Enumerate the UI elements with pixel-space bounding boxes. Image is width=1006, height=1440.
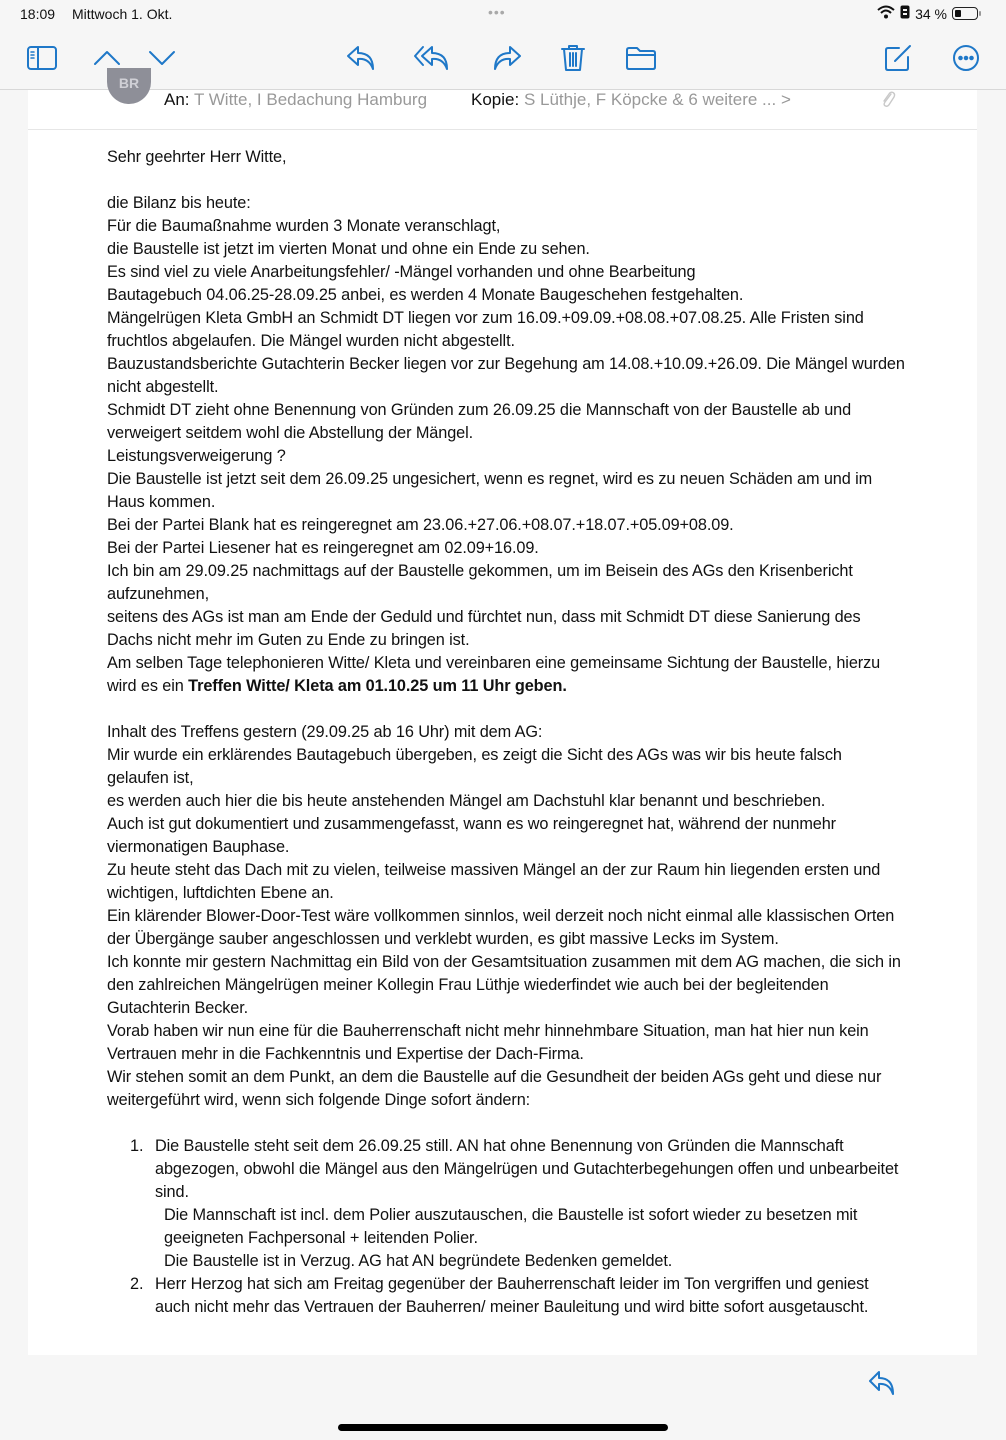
body-line: Bautagebuch 04.06.25-28.09.25 anbei, es werden 4 Monate Baugeschehen festgehalten.	[107, 286, 744, 304]
body-line: Es sind viel zu viele Anarbeitungsfehler/ -Mängel vorhanden und ohne Bearbeitung	[107, 263, 696, 281]
left-margin	[0, 90, 28, 1440]
body-line: Schmidt DT zieht ohne Benennung von Gründen zum 26.09.25 die Mannschaft von der Baustelle ab und verweigert seitdem wohl die Abstellung der Mängel.	[107, 401, 856, 442]
body-line: Ich konnte mir gestern Nachmittag ein Bild von der Gesamtsituation zusammen mit dem AG machen, die sich in den zahlreichen Mängelrügen meiner Kollegin Frau Lüthje wiederfindet wie auch bei der begleitenden Gutachterin Becker.	[107, 953, 906, 1017]
body-line: Mir wurde ein erklärendes Bautagebuch übergeben, es zeigt die Sicht des AGs was wir bis heute falsch gelaufen ist,	[107, 746, 847, 787]
status-bar	[0, 0, 1006, 30]
body-line: Zu heute steht das Dach mit zu vielen, teilweise massiven Mängel an der zur Raum hin liegenden ersten und wichtigen, luftdichten Ebene an.	[107, 861, 885, 902]
sidebar-icon	[26, 45, 58, 76]
body-line: Für die Baumaßnahme wurden 3 Monate veranschlagt,	[107, 217, 501, 235]
forward-icon	[491, 44, 523, 77]
lock-orientation-icon	[900, 5, 910, 22]
paragraph-2	[107, 721, 907, 1112]
body-line: Leistungsverweigerung ?	[107, 447, 286, 465]
battery-fill	[955, 10, 961, 17]
body-line: Bauzustandsberichte Gutachterin Becker liegen vor zur Begehung am 14.08.+10.09.+26.09. Die Mängel wurden nicht abgestellt.	[107, 355, 910, 396]
folder-icon	[625, 45, 657, 76]
body-line: Bei der Partei Liesener hat es reingeregnet am 02.09+16.09.	[107, 539, 539, 557]
body-line: Inhalt des Treffens gestern (29.09.25 ab 16 Uhr) mit dem AG:	[107, 723, 543, 741]
meeting-line-prefix: Am selben Tage telephonieren Witte/ Kleta und vereinbaren eine gemeinsame Sichtung der Baustelle, hierzu wird es ein	[107, 654, 885, 695]
reply-icon	[867, 1369, 897, 1402]
reply-all-button[interactable]	[414, 42, 450, 78]
cc-label: Kopie:	[471, 90, 520, 109]
more-icon	[951, 43, 981, 78]
list-item-number: 1.	[130, 1137, 144, 1155]
list-item	[107, 1135, 907, 1273]
paragraph-1	[107, 192, 910, 652]
body-line: Vorab haben wir nun eine für die Bauherrenschaft nicht mehr hinnehmbare Situation, man hat hier nun kein Vertrauen mehr in die Fachkenntnis und Expertise der Dach-Firma.	[107, 1022, 874, 1063]
wifi-icon	[877, 5, 895, 22]
message-view	[28, 75, 977, 1355]
to-label: An:	[164, 90, 190, 109]
trash-icon	[559, 43, 587, 78]
status-time: 18:09	[20, 6, 56, 22]
meeting-line-bold: Treffen Witte/ Kleta am 01.10.25 um 11 Uhr geben.	[188, 677, 567, 695]
list-item-subline: Die Mannschaft ist incl. dem Polier auszutauschen, die Baustelle ist sofort wieder zu besetzen mit geeigneten Fachpersonal + leitenden Polier.	[164, 1206, 862, 1247]
compose-icon	[883, 43, 913, 78]
list-item-number: 2.	[130, 1275, 144, 1293]
body-line: Mängelrügen Kleta GmbH an Schmidt DT liegen vor zum 16.09.+09.09.+08.08.+07.08.25. Alle Fristen sind fruchtlos abgelaufen. Die Mängel wurden nicht abgestellt.	[107, 309, 869, 350]
compose-button[interactable]	[880, 42, 916, 78]
more-button[interactable]	[948, 42, 984, 78]
sender-avatar[interactable]: BR	[107, 68, 151, 104]
delete-button[interactable]	[555, 42, 591, 78]
body-line: Bei der Partei Blank hat es reingeregnet am 23.06.+27.06.+08.07.+18.07.+05.09+08.09.	[107, 516, 734, 534]
battery-percent: 34 %	[915, 5, 947, 22]
body-line: die Bilanz bis heute:	[107, 194, 251, 212]
cc-recipients[interactable]	[471, 90, 791, 110]
reply-all-icon	[413, 44, 451, 77]
body-line: Die Baustelle ist jetzt seit dem 26.09.25 ungesichert, wenn es regnet, wird es zu neuen Schäden am und im Haus kommen.	[107, 470, 877, 511]
to-value: T Witte, I Bedachung Hamburg	[193, 90, 428, 109]
body-line: seitens des AGs ist man am Ende der Geduld und fürchtet nun, dass mit Schmidt DT diese Sanierung des Dachs nicht mehr im Guten zu Ende zu bringen ist.	[107, 608, 865, 649]
body-line: Wir stehen somit an dem Punkt, an dem die Baustelle auf die Gesundheit der beiden AGs geht und diese nur weitergeführt wird, wenn sich folgende Dinge sofort ändern:	[107, 1068, 886, 1109]
home-indicator[interactable]	[338, 1424, 668, 1431]
to-recipients[interactable]	[164, 90, 427, 110]
body-line: Ein klärender Blower-Door-Test wäre vollkommen sinnlos, weil derzeit noch nicht einmal alle klassischen Orten der Übergänge sauber angeschlossen und verklebt wurden, es gibt massive Lecks im System.	[107, 907, 899, 948]
chevron-down-icon	[147, 48, 177, 73]
body-line: es werden auch hier die bis heute anstehenden Mängel am Dachstuhl klar benannt und beschrieben.	[107, 792, 826, 810]
attachment-icon	[880, 90, 896, 113]
reply-icon	[345, 44, 377, 77]
body-line: Ich bin am 29.09.25 nachmittags auf der Baustelle gekommen, um im Beisein des AGs den Krisenbericht aufzunehmen,	[107, 562, 858, 603]
list-item-text: Die Baustelle steht seit dem 26.09.25 still. AN hat ohne Benennung von Gründen die Mannschaft abgezogen, obwohl die Mängel aus den Mängelrügen und Gutachterbegehungen offen und unbearbeitet sind.	[155, 1137, 903, 1201]
reply-button[interactable]	[343, 42, 379, 78]
reply-bottom-button[interactable]	[864, 1367, 900, 1403]
right-margin	[977, 90, 1006, 1440]
list-item-subline: Die Baustelle ist in Verzug. AG hat AN begründete Bedenken gemeldet.	[164, 1252, 673, 1270]
multitasking-dots[interactable]: •••	[488, 4, 506, 20]
sidebar-toggle-button[interactable]	[24, 42, 60, 78]
list-item-text: Herr Herzog hat sich am Freitag gegenüber der Bauherrenschaft leider im Ton vergriffen und geniest auch nicht mehr das Vertrauen der Bauherren/ meiner Bauleitung und wird bitte sofort ausgetauscht.	[155, 1275, 874, 1316]
meeting-line	[107, 652, 907, 698]
list-item	[107, 1273, 907, 1319]
message-header	[28, 75, 977, 130]
move-to-folder-button[interactable]	[623, 42, 659, 78]
body-line: Auch ist gut dokumentiert und zusammengefasst, wann es wo reingeregnet hat, während der nunmehr viermonatigen Bauphase.	[107, 815, 841, 856]
status-right	[877, 5, 978, 22]
body-line: die Baustelle ist jetzt im vierten Monat und ohne ein Ende zu sehen.	[107, 240, 590, 258]
requirements-list	[107, 1135, 907, 1319]
cc-value: S Lüthje, F Köpcke & 6 weitere ... >	[523, 90, 791, 109]
forward-button[interactable]	[489, 42, 525, 78]
status-date: Mittwoch 1. Okt.	[72, 6, 173, 22]
message-body	[107, 146, 910, 1319]
greeting: Sehr geehrter Herr Witte,	[107, 148, 287, 166]
battery-icon	[952, 7, 978, 20]
